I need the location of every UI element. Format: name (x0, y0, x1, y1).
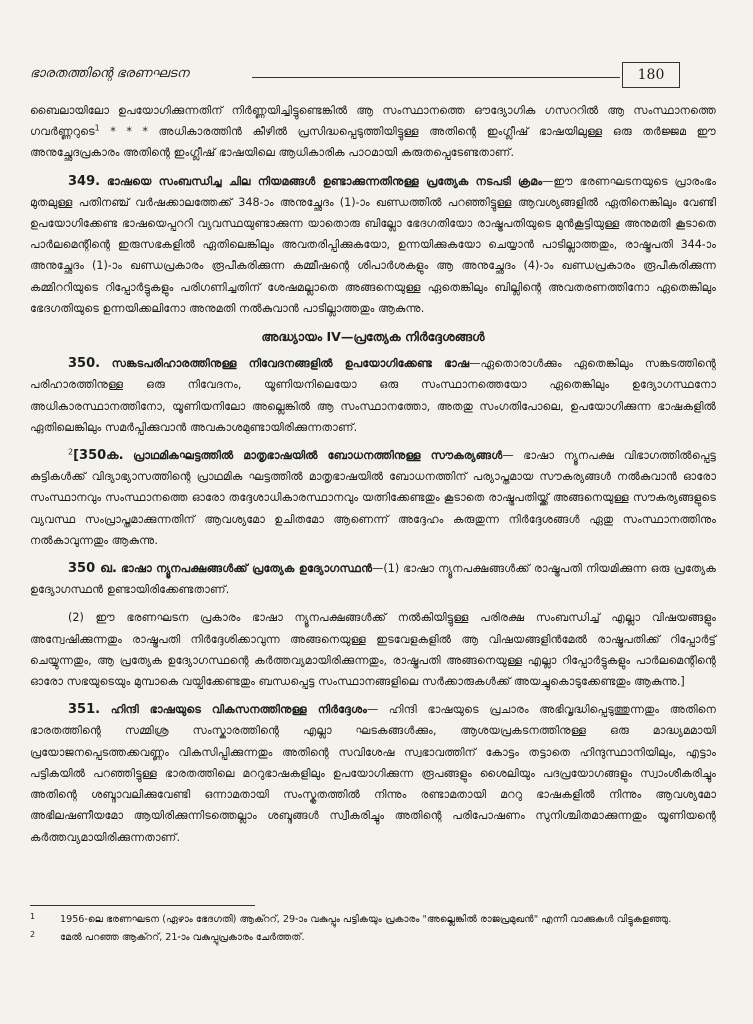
article-349 (30, 171, 716, 319)
chapter-title: അദ്ധ്യായം IV—പ്രത്യേക നിർദ്ദേശങ്ങൾ (261, 329, 485, 345)
page-body (30, 100, 716, 855)
article-heading: ഹിന്ദി ഭാഷയുടെ വികസനത്തിനുള്ള നിർദ്ദേശം (110, 703, 367, 717)
article-351 (30, 699, 716, 847)
article-text: —(1) ഭാഷാ ന്യൂനപക്ഷങ്ങൾക്ക് രാഷ്ട്രപതി നിയമിക്കുന്ന ഒരു പ്രത്യേക ഉദ്യോഗസ്ഥൻ ഉണ്ടായിരിക്കേണ്ടതാണ്. (30, 562, 716, 597)
article-number: 351. (68, 702, 101, 718)
footnote-mark: 2 (68, 447, 74, 457)
footnote-rule (30, 905, 255, 906)
article-number: 350 ഖ. (68, 561, 117, 577)
footnote (30, 912, 716, 928)
footnote-text: മേൽ പറഞ്ഞ ആക്ററ്, 21-ാം വകുപ്പുപ്രകാരം ചേർത്തത്. (60, 932, 305, 943)
footnotes (30, 912, 716, 948)
article-text: — ഹിന്ദി ഭാഷയുടെ പ്രചാരം അഭിവൃദ്ധിപ്പെടുത്തുന്നതും അതിനെ ഭാരതത്തിന്റെ സമ്മിശ്ര സംസ്കാരത്തിന്റെ എല്ലാ ഘടകങ്ങൾക്കും, ആശയപ്രകടനത്തിനുള്ള ഒരു മാദ്ധ്യമമായി പ്രയോജനപ്പെടത്തക്കവണ്ണം വികസിപ്പിക്കുന്നതും അതിന്റെ സവിശേഷ സ്വഭാവത്തിന് കോട്ടം തട്ടാതെ ഹിന്ദുസ്ഥാനിയിലും, എട്ടാം പട്ടികയിൽ പറഞ്ഞിട്ടുള്ള ഭാരതത്തിലെ മററുഭാഷകളിലും ഉപയോഗിക്കുന്ന രൂപങ്ങളും ശൈലിയും പദപ്രയോഗങ്ങളും സ്വാംശീകരിച്ചും അതിന്റെ ശബ്ദാവലിക്കുവേണ്ടി ഒന്നാമതായി സംസ്കൃതത്തിൽ നിന്നും രണ്ടാമതായി മററു ഭാഷകളിൽ നിന്നും ആവശ്യമോ അഭിലഷണീയമോ ആയിരിക്കുന്നിടത്തെല്ലാം ശബ്ദങ്ങൾ സ്വീകരിച്ചും അതിന്റെ പരിപോഷണം സുനിശ്ചിതമാക്കുന്നതും യൂണിയന്റെ കർത്തവ്യമായിരിക്കുന്നതാണ്. (30, 703, 716, 844)
article-heading: പ്രാഥമികഘട്ടത്തിൽ മാതൃഭാഷയിൽ ബോധനത്തിനുള്ള സൗകര്യങ്ങൾ (133, 449, 503, 463)
footnote (30, 930, 716, 946)
article-350 (30, 353, 716, 438)
article-350b (30, 558, 716, 600)
article-heading: ഭാഷയെ സംബന്ധിച്ച ചില നിയമങ്ങൾ ഉണ്ടാക്കുന്നതിനുള്ള പ്രത്യേക നടപടി ക്രമം (106, 174, 543, 188)
footnote-text: 1956-ലെ ഭരണഘടന (ഏഴാം ഭേദഗതി) ആക്ററ്, 29-ാം വകുപ്പും പട്ടികയും പ്രകാരം "അല്ലെങ്കിൽ രാജപ്രമുഖൻ" എന്നീ വാക്കുകൾ വിട്ടുകളഞ്ഞു. (60, 914, 672, 925)
article-text: —ഏതൊരാൾക്കും ഏതെങ്കിലും സങ്കടത്തിന്റെ പരിഹാരത്തിനുള്ള ഒരു നിവേദനം, യൂണിയനിലെയോ ഒരു സംസ്ഥാനത്തെയോ ഏതെങ്കിലും ഉദ്യോഗസ്ഥനോ അധികാരസ്ഥാനത്തിനോ, യൂണിയനിലോ അല്ലെങ്കിൽ ആ സംസ്ഥാനത്തോ, അതതു സംഗതിപോലെ, ഉപയോഗിക്കുന്ന ഭാഷകളിൽ ഏതിലെങ്കിലും സമർപ്പിക്കുവാൻ അവകാശമുണ്ടായിരിക്കുന്നതാണ്. (30, 357, 716, 434)
article-heading: സങ്കടപരിഹാരത്തിനുള്ള നിവേദനങ്ങളിൽ ഉപയോഗിക്കേണ്ട ഭാഷ (111, 357, 470, 371)
header-rule (252, 77, 620, 78)
running-title: ഭാരതത്തിന്റെ ഭരണഘടന (30, 66, 189, 81)
paragraph-continuation: ബൈലായിലോ ഉപയോഗിക്കുന്നതിന് നിർണ്ണയിച്ചിട്ടുണ്ടെങ്കിൽ ആ സംസ്ഥാനത്തെ ഔദ്യോഗിക ഗസററിൽ ആ സംസ്ഥാനത്തെ ഗവർണ്ണറുടെ$^1$ * * * അധികാരത്തിൻ കീഴിൽ പ്രസിദ്ധപ്പെടുത്തിയിട്ടുള്ള അതിന്റെ ഇംഗ്ലീഷ് ഭാഷയിലുള്ള ഒരു തർജ്ജമ ഈ അനുച്ഛേദപ്രകാരം അതിന്റെ ഇംഗ്ലീഷ് ഭാഷയിലെ ആധികാരിക പാഠമായി കരുതപ്പെടേണ്ടതാണ്. (30, 104, 716, 160)
footnote-number: 2 (30, 930, 36, 939)
article-number: 349. (68, 173, 101, 189)
omission-stars: * * * (110, 125, 149, 139)
article-number: [350ക. (73, 448, 124, 464)
article-350a (30, 445, 716, 551)
article-text: — ഭാഷാ ന്യൂനപക്ഷ വിഭാഗത്തിൽപ്പെട്ട കുട്ടികൾക്ക് വിദ്യാഭ്യാസത്തിന്റെ പ്രാഥമിക ഘട്ടത്തിൽ മാതൃഭാഷയിൽ ബോധനത്തിന് പര്യാപ്തമായ സൗകര്യങ്ങൾ നൽകുവാൻ ഓരോ സംസ്ഥാനവും സംസ്ഥാനത്തെ ഓരോ തദ്ദേശാധികാരസ്ഥാനവും യത്നിക്കേണ്ടതും കൂടാതെ രാഷ്ട്രപതിയ്ക്ക് അങ്ങനെയുള്ള സൗകര്യങ്ങളുടെ വ്യവസ്ഥ സംപ്രാപ്തമാക്കുന്നതിന് ആവശ്യമോ ഉചിതമോ ആണെന്ന് അദ്ദേഹം കരുതുന്ന നിർദ്ദേശങ്ങൾ ഏതു സംസ്ഥാനത്തിനും നൽകാവുന്നതും ആകുന്നു. (30, 449, 716, 547)
footnote-mark: 1 (94, 123, 100, 133)
article-350b-clause-2: (2) ഈ ഭരണഘടന പ്രകാരം ഭാഷാ ന്യൂനപക്ഷങ്ങൾക്ക് നൽകിയിട്ടുള്ള പരിരക്ഷ സംബന്ധിച്ച് എല്ലാ വിഷയങ്ങളും അന്വേഷിക്കുന്നതും രാഷ്ട്രപതി നിർദ്ദേശിക്കാവുന്ന അങ്ങനെയുള്ള ഇടവേളകളിൽ ആ വിഷയങ്ങളിൻമേൽ രാഷ്ട്രപതിക്ക് റിപ്പോർട്ട് ചെയ്യുന്നതും, ആ പ്രത്യേക ഉദ്യോഗസ്ഥന്റെ കർത്തവ്യമായിരിക്കുന്നതും, രാഷ്ട്രപതി അങ്ങനെയുള്ള എല്ലാ റിപ്പോർട്ടുകളും പാർലമെന്റിന്റെ ഓരോ സഭയുടെയും മുമ്പാകെ വയ്പിക്കേണ്ടതും ബന്ധപ്പെട്ട സംസ്ഥാനങ്ങളിലെ സർക്കാരുകൾക്ക് അയച്ചുകൊടുക്കേണ്ടതും ആകുന്നു.] (30, 611, 716, 689)
footnote-number: 1 (30, 912, 36, 921)
article-heading: ഭാഷാ ന്യൂനപക്ഷങ്ങൾക്ക് പ്രത്യേക ഉദ്യോഗസ്ഥൻ (120, 562, 373, 576)
article-text: —ഈ ഭരണഘടനയുടെ പ്രാരംഭം മുതലുള്ള പതിനഞ്ച് വർഷക്കാലത്തേക്ക് 348-ാം അനുച്ഛേദം (1)-ാം ഖണ്ഡത്തിൽ പറഞ്ഞിട്ടുള്ള ആവശ്യങ്ങളിൽ ഏതിനെങ്കിലും വേണ്ടി ഉപയോഗിക്കേണ്ട ഭാഷയെപ്പററി വ്യവസ്ഥയുണ്ടാക്കുന്ന യാതൊരു ബില്ലോ ഭേദഗതിയോ രാഷ്ട്രപതിയുടെ മുൻകൂട്ടിയുള്ള അനുമതി കൂടാതെ പാർലമെന്റിന്റെ ഇരുസഭകളിൽ ഏതിലെങ്കിലും അവതരിപ്പിക്കുകയോ, ഉന്നയിക്കുകയോ ചെയ്യാൻ പാടില്ലാത്തതും, രാഷ്ട്രപതി 344-ാം അനുച്ഛേദം (1)-ാം ഖണ്ഡപ്രകാരം രൂപീകരിക്കുന്ന കമ്മീഷന്റെ ശിപാർശകളും ആ അനുച്ഛേദം (4)-ാം ഖണ്ഡപ്രകാരം രൂപീകരിക്കുന്ന കമ്മിററിയുടെ റിപ്പോർട്ടുകളും പരിഗണിച്ചതിന് ശേഷമല്ലാതെ അങ്ങനെയുള്ള ഏതെങ്കിലും ബില്ലിന്റെ അവതരണത്തിനോ ഏതെങ്കിലും ഭേദഗതിയുടെ ഉന്നയിക്കലിനോ അനുമതി നൽകുവാൻ പാടില്ലാത്തതും ആകുന്നു. (30, 174, 717, 315)
running-header (30, 62, 716, 92)
article-number: 350. (68, 356, 101, 372)
page-number: 180 (622, 62, 680, 88)
